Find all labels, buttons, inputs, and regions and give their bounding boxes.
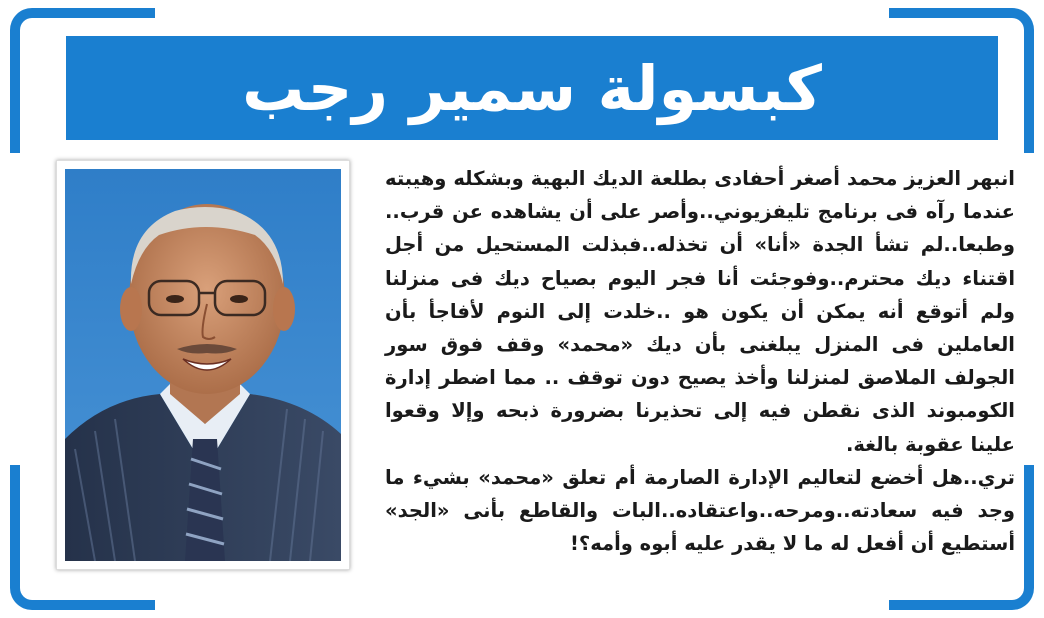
author-photo: [56, 160, 350, 570]
column-title: كبسولة سمير رجب: [242, 51, 822, 125]
title-banner: [66, 36, 998, 140]
author-portrait-image: [65, 169, 341, 561]
article-body: [385, 162, 1015, 582]
article-paragraph-1: انبهر العزيز محمد أصغر أحفادى بطلعة الديك البهية وبشكله وهيبته عندما رآه فى برنامج تليفزيوني..وأصر على أن يشاهده عن قرب.. وطبعا..لم تشأ الجدة «أنا» أن تخذله..فبذلت المستحيل من أجل اقتناء ديك محترم..وفوجئت أنا فجر اليوم بصياح ديك فى منزلنا ولم أتوقع أنه يمكن أن يكون هو ..خلدت إلى النوم لأفاجأ بأن العاملين فى المنزل يبلغنى بأن ديك «محمد» وقف فوق سور الجولف الملاصق لمنزلنا وأخذ يصيح دون توقف .. مما اضطر إدارة الكومبوند الذى نقطن فيه إلى تحذيرنا بضرورة ذبحه وإلا وقعوا علينا عقوبة بالغة.: [385, 167, 1015, 456]
article-paragraph-2: تري..هل أخضع لتعاليم الإدارة الصارمة أم تعلق «محمد» بشيء ما وجد فيه سعادته..ومرحه..واعتقاده..البات والقاطع بأنى «الجد» أستطيع أن أفعل له ما لا يقدر عليه أبوه وأمه؟!: [385, 465, 1015, 556]
